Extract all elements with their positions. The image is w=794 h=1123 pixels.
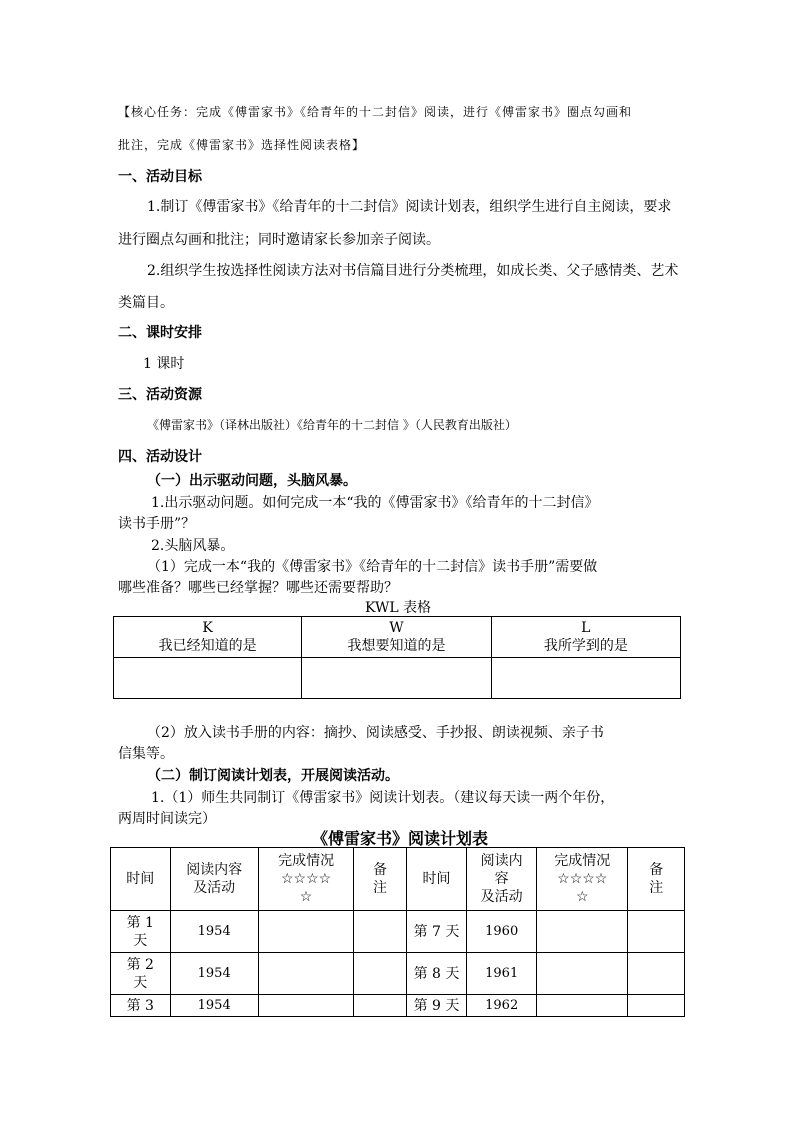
header-text: 备 xyxy=(649,862,664,878)
header-text: 及活动 xyxy=(480,889,523,905)
plan-status-cell xyxy=(258,995,353,1017)
header-text: 备 xyxy=(373,862,387,878)
plan-header-note-2 xyxy=(628,848,685,911)
plan-day-cell-2: 第 8 天 xyxy=(406,953,467,995)
day-label: 第 2 xyxy=(126,956,154,973)
plan-header-row xyxy=(111,848,685,911)
subsection-2-title: （二）制订阅读计划表，开展阅读活动。 xyxy=(147,768,399,784)
header-text: 注 xyxy=(649,880,664,896)
kwl-caption: KWL 表格 xyxy=(365,600,432,616)
goal-2-line-1: 2.组织学生按选择性阅读方法对书信篇目进行分类梳理，如成长类、父子感情类、艺术 xyxy=(147,263,679,279)
brainstorm-q1-line-1: （1）完成一本“我的《傅雷家书》《给青年的十二封信》读书手册”需要做 xyxy=(147,559,598,575)
header-text: 容 xyxy=(494,871,509,887)
resources-text: 《傅雷家书》（译林出版社）《给青年的十二封信 》（人民教育出版社） xyxy=(147,418,517,432)
plan-year-cell: 1954 xyxy=(170,911,258,953)
plan-instruction-line-2: 两周时间读完） xyxy=(118,811,216,827)
plan-header-time: 时间 xyxy=(111,848,171,911)
plan-header-content-2 xyxy=(467,848,537,911)
kwl-desc: 我想要知道的是 xyxy=(347,638,446,654)
plan-year-cell-2: 1962 xyxy=(467,995,537,1017)
star-rating: ☆ xyxy=(299,889,313,905)
schedule-text: 1 课时 xyxy=(143,356,185,372)
plan-year-cell-2: 1960 xyxy=(467,911,537,953)
kwl-cell-k xyxy=(114,617,302,658)
plan-day-cell xyxy=(111,953,171,995)
star-rating: ☆☆☆☆ xyxy=(280,871,332,887)
plan-status-cell-2 xyxy=(537,995,628,1017)
brainstorm-label: 2.头脑风暴。 xyxy=(151,538,235,554)
header-text: 完成情况 xyxy=(278,853,335,869)
plan-day-cell-2: 第 7 天 xyxy=(406,911,467,953)
core-task-line-2: 批注，完成《傅雷家书》选择性阅读表格】 xyxy=(118,138,366,152)
kwl-empty-row xyxy=(114,658,681,699)
star-rating: ☆ xyxy=(575,889,589,905)
section-title-resources: 三、活动资源 xyxy=(118,387,202,403)
driving-question-line-2: 读书手册”？ xyxy=(118,516,196,532)
section-title-goals: 一、活动目标 xyxy=(118,169,202,185)
plan-instruction-line-1: 1.（1）师生共同制订《傅雷家书》阅读计划表。（建议每天读一两个年份， xyxy=(151,790,615,806)
kwl-empty-cell xyxy=(114,658,302,699)
day-label: 天 xyxy=(133,974,148,991)
plan-year-cell: 1954 xyxy=(170,953,258,995)
header-text: 阅读内容 xyxy=(186,862,243,878)
kwl-letter: L xyxy=(581,620,591,636)
plan-header-note xyxy=(354,848,406,911)
core-task-line-1: 【核心任务：完成《傅雷家书》《给青年的十二封信》阅读，进行《傅雷家书》圈点勾画和 xyxy=(118,105,633,119)
brainstorm-q1-line-2: 哪些准备？哪些已经掌握？哪些还需要帮助？ xyxy=(118,580,398,596)
kwl-desc: 我已经知道的是 xyxy=(158,638,257,654)
kwl-cell-w xyxy=(302,617,491,658)
section-title-schedule: 二、课时安排 xyxy=(118,325,202,341)
kwl-desc: 我所学到的是 xyxy=(543,638,628,654)
plan-day-cell xyxy=(111,911,171,953)
plan-status-cell-2 xyxy=(537,953,628,995)
section-title-design: 四、活动设计 xyxy=(118,449,202,465)
kwl-table xyxy=(113,616,681,699)
kwl-letter: W xyxy=(389,620,404,636)
day-label: 第 3 xyxy=(126,997,154,1014)
plan-header-status-2 xyxy=(537,848,628,911)
kwl-empty-cell xyxy=(302,658,491,699)
plan-note-cell xyxy=(354,995,406,1017)
plan-year-cell-2: 1961 xyxy=(467,953,537,995)
plan-status-cell xyxy=(258,953,353,995)
header-text: 注 xyxy=(373,880,387,896)
driving-question-line-1: 1.出示驱动问题。如何完成一本“我的《傅雷家书》《给青年的十二封信》 xyxy=(151,495,599,511)
kwl-empty-cell xyxy=(491,658,680,699)
plan-note-cell-2 xyxy=(628,911,685,953)
goal-2-line-2: 类篇目。 xyxy=(118,295,174,311)
header-text: 及活动 xyxy=(193,880,236,896)
handbook-content-line-2: 信集等。 xyxy=(118,746,174,762)
goal-1-line-1: 1.制订《傅雷家书》《给青年的十二封信》阅读计划表，组织学生进行自主阅读，要求 xyxy=(147,199,672,215)
header-text: 阅读内 xyxy=(480,853,523,869)
plan-row xyxy=(111,953,685,995)
plan-day-cell-2: 第 9 天 xyxy=(406,995,467,1017)
plan-note-cell-2 xyxy=(628,953,685,995)
day-label: 天 xyxy=(133,932,148,949)
plan-note-cell-2 xyxy=(628,995,685,1017)
kwl-letter: K xyxy=(202,620,213,636)
reading-plan-table xyxy=(110,847,685,1017)
plan-header-time-2: 时间 xyxy=(406,848,467,911)
kwl-cell-l xyxy=(491,617,680,658)
plan-row xyxy=(111,911,685,953)
plan-day-cell xyxy=(111,995,171,1017)
handbook-content-line-1: （2）放入读书手册的内容：摘抄、阅读感受、手抄报、朗读视频、亲子书 xyxy=(147,725,604,741)
star-rating: ☆☆☆☆ xyxy=(557,871,608,887)
subsection-1-title: （一）出示驱动问题，头脑风暴。 xyxy=(147,473,357,489)
header-text: 完成情况 xyxy=(554,853,611,869)
day-label: 第 1 xyxy=(126,914,154,931)
plan-table-title: 《傅雷家书》阅读计划表 xyxy=(312,829,489,848)
plan-note-cell xyxy=(354,911,406,953)
plan-header-content xyxy=(170,848,258,911)
goal-1-line-2: 进行圈点勾画和批注；同时邀请家长参加亲子阅读。 xyxy=(118,232,440,248)
plan-row xyxy=(111,995,685,1017)
plan-header-status xyxy=(258,848,353,911)
plan-status-cell xyxy=(258,911,353,953)
plan-status-cell-2 xyxy=(537,911,628,953)
plan-year-cell: 1954 xyxy=(170,995,258,1017)
kwl-header-row xyxy=(114,617,681,658)
plan-note-cell xyxy=(354,953,406,995)
